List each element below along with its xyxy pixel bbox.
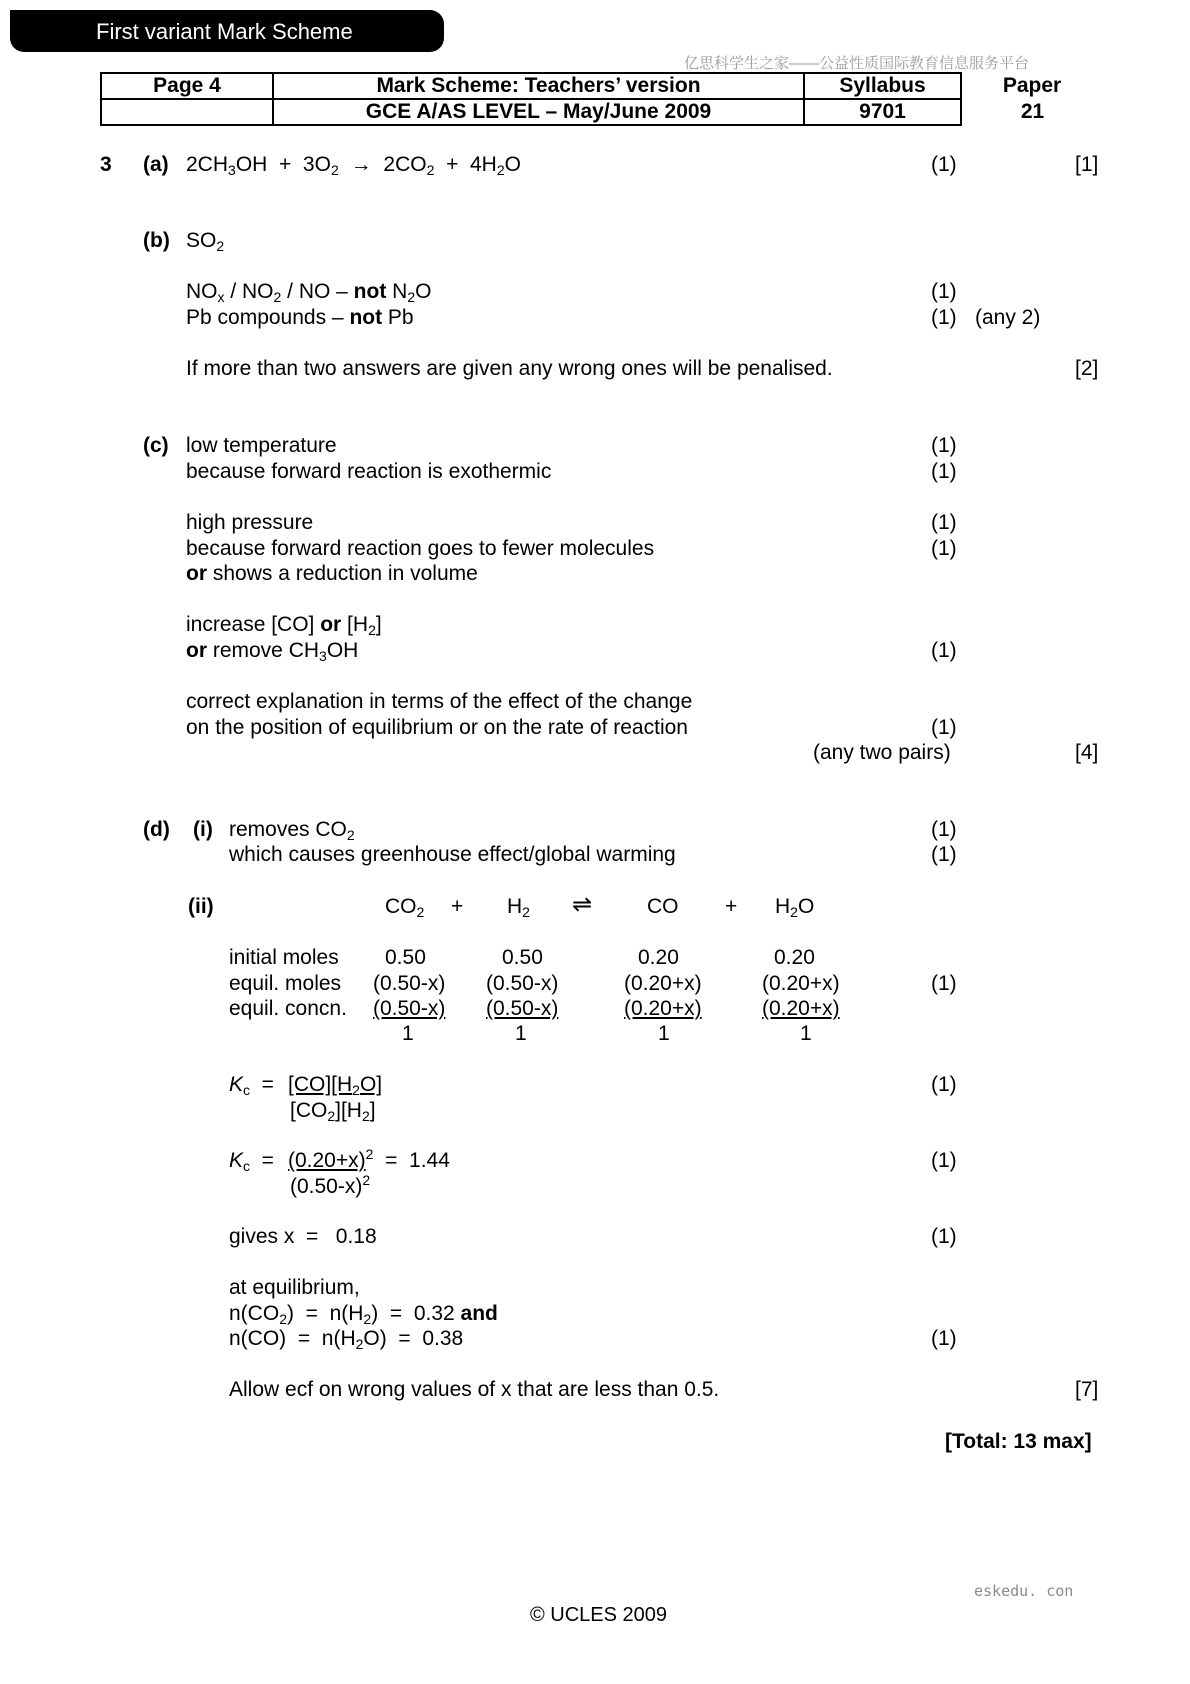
part-c-line8: correct explanation in terms of the effect of the change <box>186 690 693 713</box>
species-co: CO <box>647 895 679 918</box>
part-c-line1: low temperature <box>186 434 337 457</box>
concn-co: (0.20+x) <box>624 997 702 1020</box>
part-c-mark-4: (1) <box>931 537 957 560</box>
part-c-mark-2: (1) <box>931 460 957 483</box>
denominator-co: 1 <box>658 1022 670 1045</box>
part-a-total: [1] <box>1075 153 1099 176</box>
kc2-mark: (1) <box>931 1149 957 1172</box>
question-number: 3 <box>100 153 112 176</box>
plus-sign-2: + <box>725 895 738 918</box>
footer-copyright: © UCLES 2009 <box>530 1604 668 1626</box>
part-c-pairs: (any two pairs) <box>813 741 951 764</box>
equil-h2: (0.50-x) <box>486 972 559 995</box>
gives-mark: (1) <box>931 1225 957 1248</box>
part-b-pb: Pb compounds – not Pb <box>186 306 414 329</box>
equil-h2o: (0.20+x) <box>762 972 840 995</box>
page-number: Page 4 <box>101 73 273 99</box>
initial-co: 0.20 <box>638 946 679 969</box>
banner-text: First variant Mark Scheme <box>96 19 353 44</box>
species-h2: $H_2$ <box>507 895 530 920</box>
initial-co2: 0.50 <box>385 946 426 969</box>
syllabus-label: Syllabus <box>804 73 961 99</box>
part-d-i-mark-2: (1) <box>931 843 957 866</box>
kc2-denominator: $(0.50-x)^2$ <box>290 1172 371 1198</box>
denominator-co2: 1 <box>402 1022 414 1045</box>
part-b-total: [2] <box>1075 357 1099 380</box>
kc-symbol-1: $K_c$ = <box>229 1073 274 1098</box>
equil-mark: (1) <box>931 972 957 995</box>
part-d-total: [7] <box>1075 1378 1099 1401</box>
at-equilibrium: at equilibrium, <box>229 1276 360 1299</box>
n-mark: (1) <box>931 1327 957 1350</box>
concn-h2o: (0.20+x) <box>762 997 840 1020</box>
part-d-i-mark-1: (1) <box>931 818 957 841</box>
n-co-h2o: $n(CO) = n(H_2O) = 0.38$ <box>229 1327 464 1352</box>
part-b-mark-1: (1) <box>931 280 957 303</box>
header-title: Mark Scheme: Teachers’ version <box>273 73 804 99</box>
header-exam: GCE A/AS LEVEL – May/June 2009 <box>273 99 804 125</box>
part-c-line9: on the position of equilibrium or on the rate of reaction <box>186 716 688 739</box>
part-c-line4: because forward reaction goes to fewer molecules <box>186 537 655 560</box>
part-c-mark-3: (1) <box>931 511 957 534</box>
part-c-mark-1: (1) <box>931 434 957 457</box>
plus-sign-1: + <box>451 895 464 918</box>
allow-ecf-note: Allow ecf on wrong values of x that are less than 0.5. <box>229 1378 720 1401</box>
kc2-numerator: $(0.20+x)^2 = 1.44$ <box>288 1146 450 1172</box>
denominator-h2o: 1 <box>800 1022 812 1045</box>
kc1-numerator: $[CO][H_2O]$ <box>288 1073 383 1098</box>
part-d-label: (d) <box>143 818 170 841</box>
part-b-label: (b) <box>143 229 170 252</box>
part-c-line7: or remove $CH_3OH$ <box>186 639 359 664</box>
part-a-equation: $2CH_3OH + 3O_2 \to 2CO_2 + 4H_2O$ <box>186 153 521 178</box>
syllabus-code: 9701 <box>804 99 961 125</box>
part-a-label: (a) <box>143 153 169 176</box>
paper-number: 21 <box>1020 100 1045 123</box>
equil-co2: (0.50-x) <box>373 972 446 995</box>
part-c-line6: increase [CO] or $[H_2]$ <box>186 613 382 638</box>
row-label-initial: initial moles <box>229 946 339 969</box>
header-empty-cell <box>101 99 273 125</box>
part-b-nox: $NO_x / NO_2$ / NO – not $N_2O$ <box>186 280 432 305</box>
concn-co2: (0.50-x) <box>373 997 446 1020</box>
row-label-equil-concn: equil. concn. <box>229 997 347 1020</box>
part-b-note: If more than two answers are given any wrong ones will be penalised. <box>186 357 833 380</box>
part-a-mark: (1) <box>931 153 957 176</box>
part-d-i-line1: removes $CO_2$ <box>229 818 355 843</box>
part-b-any2: (any 2) <box>975 306 1041 329</box>
footer-site: eskedu. con <box>974 1582 1074 1600</box>
species-h2o: $H_2O$ <box>775 895 815 920</box>
part-c-line3: high pressure <box>186 511 314 534</box>
part-c-line5: or shows a reduction in volume <box>186 562 478 585</box>
part-c-label: (c) <box>143 434 169 457</box>
header-table <box>100 72 1104 126</box>
part-d-i-label: (i) <box>193 818 213 841</box>
equil-co: (0.20+x) <box>624 972 702 995</box>
row-label-equil-moles: equil. moles <box>229 972 342 995</box>
variant-banner <box>10 10 444 52</box>
part-c-mark-6: (1) <box>931 716 957 739</box>
initial-h2: 0.50 <box>502 946 543 969</box>
grand-total: [Total: 13 max] <box>945 1430 1092 1453</box>
gives-x: gives x = 0.18 <box>229 1225 377 1248</box>
equilibrium-arrow: ⇌ <box>572 891 593 918</box>
kc-symbol-2: $K_c$ = <box>229 1149 274 1174</box>
n-co2-h2: $n(CO_2) = n(H_2) = 0.32$ and <box>229 1302 498 1327</box>
denominator-h2: 1 <box>515 1022 527 1045</box>
watermark-text: 亿思科学生之家——公益性质国际教育信息服务平台 <box>684 55 1030 72</box>
concn-h2: (0.50-x) <box>486 997 559 1020</box>
part-b-so2: $SO_2$ <box>186 229 225 254</box>
kc1-denominator: $[CO_2][H_2]$ <box>290 1099 376 1124</box>
part-d-i-line2: which causes greenhouse effect/global warming <box>229 843 676 866</box>
species-co2: $CO_2$ <box>385 895 425 920</box>
paper-label: Paper <box>1002 74 1062 97</box>
part-c-mark-5: (1) <box>931 639 957 662</box>
part-d-ii-label: (ii) <box>188 895 214 918</box>
part-c-line2: because forward reaction is exothermic <box>186 460 552 483</box>
part-b-mark-2: (1) <box>931 306 957 329</box>
kc1-mark: (1) <box>931 1073 957 1096</box>
part-c-total: [4] <box>1075 741 1099 764</box>
initial-h2o: 0.20 <box>774 946 815 969</box>
